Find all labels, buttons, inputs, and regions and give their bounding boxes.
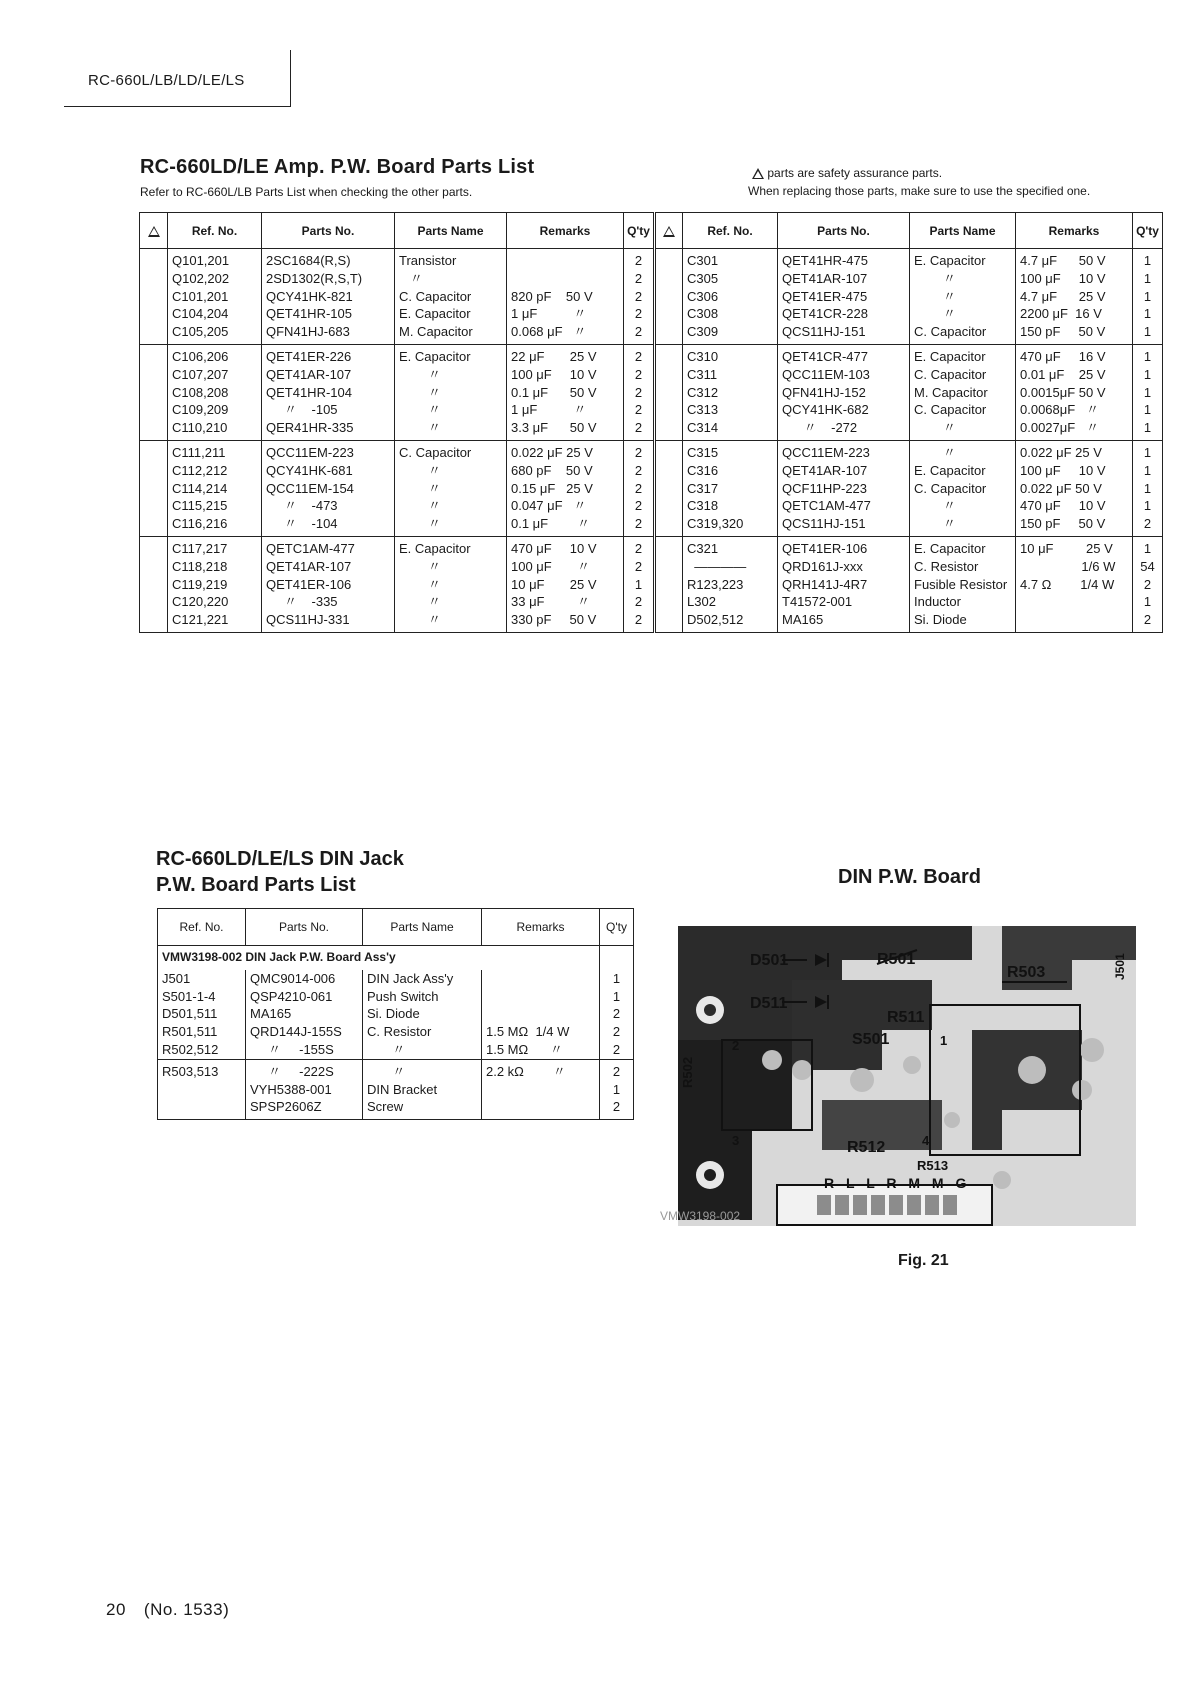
col-ref-no: Ref. No.	[683, 213, 778, 249]
model-header: RC-660L/LB/LD/LE/LS	[88, 72, 245, 89]
safety-cell	[140, 249, 168, 345]
ref-cell: C111,211 C112,212 C114,214 C115,215 C116,216	[168, 440, 262, 536]
qty-cell: 2 2 2 2 2	[624, 344, 654, 440]
col-parts-no: Parts No.	[246, 909, 363, 946]
qty-cell: 2 2 2 2 2	[624, 440, 654, 536]
label-s501: S501	[852, 1031, 890, 1048]
part-cell: 2SC1684(R,S) 2SD1302(R,S,T) QCY41HK-821 QET41HR-105 QFN41HJ-683	[262, 249, 395, 345]
remarks-cell: 4.7 μF 50 V 100 μF 10 V 4.7 μF 25 V 2200 μF 16 V 150 pF 50 V	[1016, 249, 1133, 345]
figure-caption: Fig. 21	[898, 1252, 949, 1269]
table-row	[656, 440, 1163, 536]
din-list-title-1: RC-660LD/LE/LS DIN Jack	[156, 848, 404, 870]
part-cell: QETC1AM-477 QET41AR-107 QET41ER-106 〃 -335 QCS11HJ-331	[262, 536, 395, 632]
col-parts-no: Parts No.	[778, 213, 910, 249]
remarks-cell: 10 μF 25 V 1/6 W 4.7 Ω 1/4 W	[1016, 536, 1133, 632]
din-list-title-2: P.W. Board Parts List	[156, 874, 356, 896]
part-cell: QET41ER-226 QET41AR-107 QET41HR-104 〃 -105 QER41HR-335	[262, 344, 395, 440]
warning-icon	[148, 226, 160, 237]
amp-parts-table-left	[139, 212, 654, 633]
board-code-label: VMW3198-002	[660, 1209, 741, 1223]
qty-cell: 1 1 1 1 2	[1133, 440, 1163, 536]
col-parts-name: Parts Name	[363, 909, 482, 946]
mounting-hole-icon	[704, 1169, 716, 1181]
remarks-cell: 470 μF 16 V 0.01 μF 25 V 0.0015μF 50 V 0.0068μF 〃 0.0027μF 〃	[1016, 344, 1133, 440]
label-d501: D501	[750, 952, 789, 969]
table-row	[140, 440, 654, 536]
col-parts-name: Parts Name	[395, 213, 507, 249]
col-remarks: Remarks	[507, 213, 624, 249]
ref-cell: Q101,201 Q102,202 C101,201 C104,204 C105,205	[168, 249, 262, 345]
page-number: 20	[106, 1600, 126, 1619]
qty-cell: 1 54 2 1 2	[1133, 536, 1163, 632]
remarks-cell: 22 μF 25 V 100 μF 10 V 0.1 μF 50 V 1 μF 〃 3.3 μF 50 V	[507, 344, 624, 440]
ref-cell: C301 C305 C306 C308 C309	[683, 249, 778, 345]
part-cell: QET41CR-477 QCC11EM-103 QFN41HJ-152 QCY41HK-682 〃 -272	[778, 344, 910, 440]
remarks-cell: 1.5 MΩ 1/4 W 1.5 MΩ 〃	[482, 970, 600, 1059]
ref-cell: C117,217 C118,218 C119,219 C120,220 C121,221	[168, 536, 262, 632]
label-j501: J501	[1113, 953, 1127, 980]
name-cell: E. Capacitor C. Resistor Fusible Resistor Inductor Si. Diode	[910, 536, 1016, 632]
label-pin-3: 3	[732, 1133, 740, 1148]
assy-header: VMW3198-002 DIN Jack P.W. Board Ass'y	[158, 946, 600, 970]
label-pin-1: 1	[940, 1033, 948, 1048]
name-cell: 〃 DIN Bracket Screw	[363, 1059, 482, 1119]
name-cell: C. Capacitor 〃 〃 〃 〃	[395, 440, 507, 536]
col-ref-no: Ref. No.	[158, 909, 246, 946]
label-r502: R502	[680, 1056, 695, 1088]
remarks-cell: 0.022 μF 25 V 680 pF 50 V 0.15 μF 25 V 0.047 μF 〃 0.1 μF 〃	[507, 440, 624, 536]
ref-cell: C315 C316 C317 C318 C319,320	[683, 440, 778, 536]
safety-column-header	[656, 213, 683, 249]
qty-cell: 2 2 1 2 2	[624, 536, 654, 632]
col-parts-no: Parts No.	[262, 213, 395, 249]
label-pins: R L L R M M G	[824, 1175, 971, 1191]
amp-list-subtitle: Refer to RC-660L/LB Parts List when checking the other parts.	[140, 185, 473, 199]
remarks-cell: 0.022 μF 25 V 100 μF 10 V 0.022 μF 50 V 470 μF 10 V 150 pF 50 V	[1016, 440, 1133, 536]
label-r511: R511	[887, 1009, 925, 1026]
safety-cell	[140, 536, 168, 632]
ref-cell: C321 ―――― R123,223 L302 D502,512	[683, 536, 778, 632]
col-parts-name: Parts Name	[910, 213, 1016, 249]
table-row	[656, 344, 1163, 440]
label-d511: D511	[750, 995, 788, 1012]
safety-cell	[140, 344, 168, 440]
col-qty: Q'ty	[600, 909, 634, 946]
ref-cell: J501 S501-1-4 D501,511 R501,511 R502,512	[158, 970, 246, 1059]
din-parts-table	[157, 908, 634, 1120]
safety-cell	[656, 344, 683, 440]
ref-cell: C106,206 C107,207 C108,208 C109,209 C110,210	[168, 344, 262, 440]
col-remarks: Remarks	[482, 909, 600, 946]
qty-cell: 1 1 1 1 1	[1133, 344, 1163, 440]
remarks-cell: 470 μF 10 V 100 μF 〃 10 μF 25 V 33 μF 〃 330 pF 50 V	[507, 536, 624, 632]
doc-number: (No. 1533)	[143, 1600, 230, 1619]
part-cell: QET41HR-475 QET41AR-107 QET41ER-475 QET41CR-228 QCS11HJ-151	[778, 249, 910, 345]
name-cell: E. Capacitor 〃 〃 〃 〃	[395, 536, 507, 632]
page-footer	[106, 1600, 229, 1620]
label-pin-4: 4	[922, 1133, 930, 1148]
amp-list-title: RC-660LD/LE Amp. P.W. Board Parts List	[140, 156, 535, 178]
col-qty: Q'ty	[624, 213, 654, 249]
table-row	[656, 536, 1163, 632]
part-cell: QMC9014-006 QSP4210-061 MA165 QRD144J-155S 〃 -155S	[246, 970, 363, 1059]
label-r503: R503	[1007, 964, 1046, 981]
label-r501: R501	[877, 951, 916, 968]
qty-cell: 2 2 2 2 2	[624, 249, 654, 345]
table-row	[656, 249, 1163, 345]
name-cell: E. Capacitor 〃 〃 〃 C. Capacitor	[910, 249, 1016, 345]
part-cell: QET41ER-106 QRD161J-xxx QRH141J-4R7 T41572-001 MA165	[778, 536, 910, 632]
qty-cell: 2 1 2	[600, 1059, 634, 1119]
safety-cell	[140, 440, 168, 536]
remarks-cell: 820 pF 50 V 1 μF 〃 0.068 μF 〃	[507, 249, 624, 345]
amp-parts-table-right	[655, 212, 1163, 633]
ref-cell: C310 C311 C312 C313 C314	[683, 344, 778, 440]
safety-cell	[656, 440, 683, 536]
remarks-cell: 2.2 kΩ 〃	[482, 1059, 600, 1119]
mounting-hole-icon	[704, 1004, 716, 1016]
name-cell: Transistor 〃 C. Capacitor E. Capacitor M. Capacitor	[395, 249, 507, 345]
label-r513: R513	[917, 1158, 949, 1173]
part-cell: QCC11EM-223 QCY41HK-681 QCC11EM-154 〃 -473 〃 -104	[262, 440, 395, 536]
table-row	[158, 970, 634, 1059]
warning-icon	[663, 226, 675, 237]
part-cell: QCC11EM-223 QET41AR-107 QCF11HP-223 QETC1AM-477 QCS11HJ-151	[778, 440, 910, 536]
qty-cell	[600, 946, 634, 970]
col-ref-no: Ref. No.	[168, 213, 262, 249]
col-remarks: Remarks	[1016, 213, 1133, 249]
warning-icon	[752, 168, 764, 179]
name-cell: E. Capacitor C. Capacitor M. Capacitor C. Capacitor 〃	[910, 344, 1016, 440]
name-cell: DIN Jack Ass'y Push Switch Si. Diode C. Resistor 〃	[363, 970, 482, 1059]
qty-cell: 1 1 1 1 1	[1133, 249, 1163, 345]
din-board-diagram	[660, 920, 1142, 1240]
name-cell: 〃 E. Capacitor C. Capacitor 〃 〃	[910, 440, 1016, 536]
table-row	[140, 536, 654, 632]
part-cell: 〃 -222S VYH5388-001 SPSP2606Z	[246, 1059, 363, 1119]
table-row	[140, 344, 654, 440]
ref-cell: R503,513	[158, 1059, 246, 1119]
safety-cell	[656, 249, 683, 345]
name-cell: E. Capacitor 〃 〃 〃 〃	[395, 344, 507, 440]
table-row	[140, 249, 654, 345]
label-r512: R512	[847, 1139, 886, 1156]
safety-cell	[656, 536, 683, 632]
safety-note: parts are safety assurance parts.	[752, 166, 942, 180]
col-qty: Q'ty	[1133, 213, 1163, 249]
label-pin-2: 2	[732, 1038, 740, 1053]
board-title: DIN P.W. Board	[838, 866, 981, 888]
safety-column-header	[140, 213, 168, 249]
table-row	[158, 1059, 634, 1119]
table-row	[158, 946, 634, 970]
safety-note-2: When replacing those parts, make sure to use the specified one.	[748, 184, 1091, 198]
qty-cell: 1 1 2 2 2	[600, 970, 634, 1059]
